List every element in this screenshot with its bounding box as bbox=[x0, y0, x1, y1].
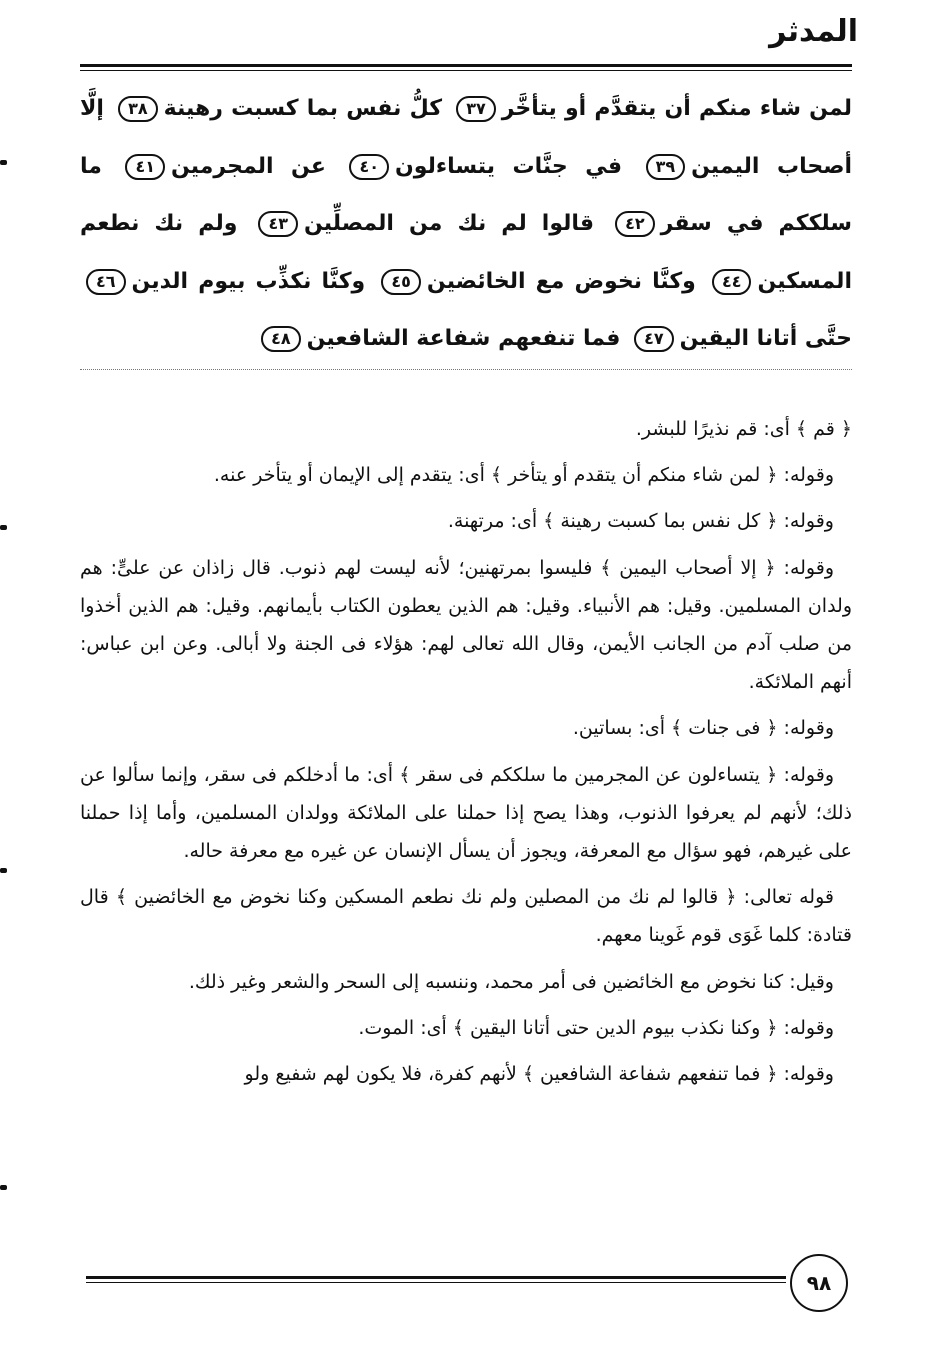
verse-text: في جنَّات يتساءلون bbox=[395, 153, 622, 179]
tafsir-commentary bbox=[80, 410, 852, 1101]
ayah-number-marker: ٣٨ bbox=[118, 96, 158, 122]
ayah-number-marker: ٤٦ bbox=[86, 269, 126, 295]
margin-mark bbox=[0, 160, 7, 165]
verse-text: ولم نك نطعم المسكين bbox=[80, 211, 852, 294]
verse-text: وكنَّا نخوض مع الخائضين bbox=[426, 268, 696, 294]
ayah-number-marker: ٤٤ bbox=[712, 269, 752, 295]
commentary-paragraph: وقوله: ﴿ فى جنات ﴾ أى: بساتين. bbox=[572, 717, 834, 740]
page-number-circle: ٩٨ bbox=[790, 1254, 848, 1312]
verse-text: قالوا لم نك من المصلِّين bbox=[303, 211, 595, 236]
footer-rule-thin bbox=[86, 1282, 786, 1283]
verse-text: لمن شاء منكم أن يتقدَّم أو يتأخَّر bbox=[501, 96, 852, 121]
verse-text: فما تنفعهم شفاعة الشافعين bbox=[306, 326, 621, 351]
verse-text: حتَّى أتانا اليقين bbox=[679, 326, 852, 351]
header-rule-thick bbox=[80, 64, 852, 67]
ayah-number-marker: ٤٥ bbox=[381, 269, 421, 295]
verse-text: عن المجرمين bbox=[171, 153, 326, 179]
verse-text: إلَّا أصحاب اليمين bbox=[80, 96, 852, 179]
quran-verses-block bbox=[80, 80, 852, 368]
margin-mark bbox=[0, 868, 7, 873]
header-rule-thin bbox=[80, 70, 852, 71]
verse-text: وكنَّا نكذِّب بيوم الدين bbox=[131, 268, 366, 294]
commentary-paragraph: وقوله: ﴿ فما تنفعهم شفاعة الشافعين ﴾ لأنهم كفرة، فلا يكون لهم شفيع ولو bbox=[244, 1063, 834, 1086]
commentary-paragraph: وقوله: ﴿ يتساءلون عن المجرمين ما سلككم فى سقر ﴾ أى: ما أدخلكم فى سقر، وإنما سألوا عن ذلك؛ لأنهم لم يعرفوا الذنوب، وهذا يصح إذا حملنا على الملائكة وولدان المسلمين، وأما إذا حملنا على غيرهم، فهو سؤال مع المعرفة، ويجوز أن يسأل الإنسان عن غيره مع معرفة حاله. bbox=[80, 763, 852, 863]
verse-text: كلُّ نفس بما كسبت رهينة bbox=[163, 96, 443, 121]
verse-text: ما سلككم في سقر bbox=[80, 153, 852, 236]
ayah-number-marker: ٤١ bbox=[125, 154, 165, 180]
commentary-paragraph: وقوله: ﴿ لمن شاء منكم أن يتقدم أو يتأخر ﴾ أى: يتقدم إلى الإيمان أو يتأخر عنه. bbox=[213, 464, 834, 487]
surah-header-title: المدثر bbox=[769, 14, 858, 49]
margin-mark bbox=[0, 525, 7, 530]
commentary-paragraph: وقوله: ﴿ وكنا نكذب بيوم الدين حتى أتانا اليقين ﴾ أى: الموت. bbox=[358, 1016, 834, 1039]
footer-rule-thick bbox=[86, 1276, 786, 1279]
ayah-number-marker: ٣٧ bbox=[456, 96, 496, 122]
ayah-number-marker: ٤٣ bbox=[258, 211, 298, 237]
ayah-number-marker: ٤٠ bbox=[349, 154, 389, 180]
commentary-paragraph: وقوله: ﴿ كل نفس بما كسبت رهينة ﴾ أى: مرتهنة. bbox=[447, 510, 834, 533]
section-separator bbox=[80, 369, 852, 370]
margin-mark bbox=[0, 1185, 7, 1190]
commentary-paragraph: قوله تعالى: ﴿ قالوا لم نك من المصلين ولم نك نطعم المسكين وكنا نخوض مع الخائضين ﴾ قال قتادة: كلما غَوَى قوم غَوينا معهم. bbox=[80, 886, 852, 947]
commentary-paragraph: وقيل: كنا نخوض مع الخائضين فى أمر محمد، وننسبه إلى السحر والشعر وغير ذلك. bbox=[188, 970, 834, 993]
ayah-number-marker: ٤٨ bbox=[261, 326, 301, 352]
commentary-paragraph: ﴿ قم ﴾ أى: قم نذيرًا للبشر. bbox=[635, 418, 852, 440]
ayah-number-marker: ٤٧ bbox=[634, 326, 674, 352]
ayah-number-marker: ٣٩ bbox=[646, 154, 686, 180]
ayah-number-marker: ٤٢ bbox=[615, 211, 655, 237]
commentary-paragraph: وقوله: ﴿ إلا أصحاب اليمين ﴾ فليسوا بمرتهنين؛ لأنه ليست لهم ذنوب. قال زاذان عن علىٍّ: هم ولدان المسلمين. وقيل: هم الأنبياء. وقيل: هم الذين يعطون الكتاب بأيمانهم. وقيل: هم الذين أخذوا من صلب آدم من الجانب الأيمن، وقال الله تعالى لهم: هؤلاء فى الجنة ولا أبالى. وعن ابن عباس: أنهم الملائكة. bbox=[80, 556, 852, 694]
